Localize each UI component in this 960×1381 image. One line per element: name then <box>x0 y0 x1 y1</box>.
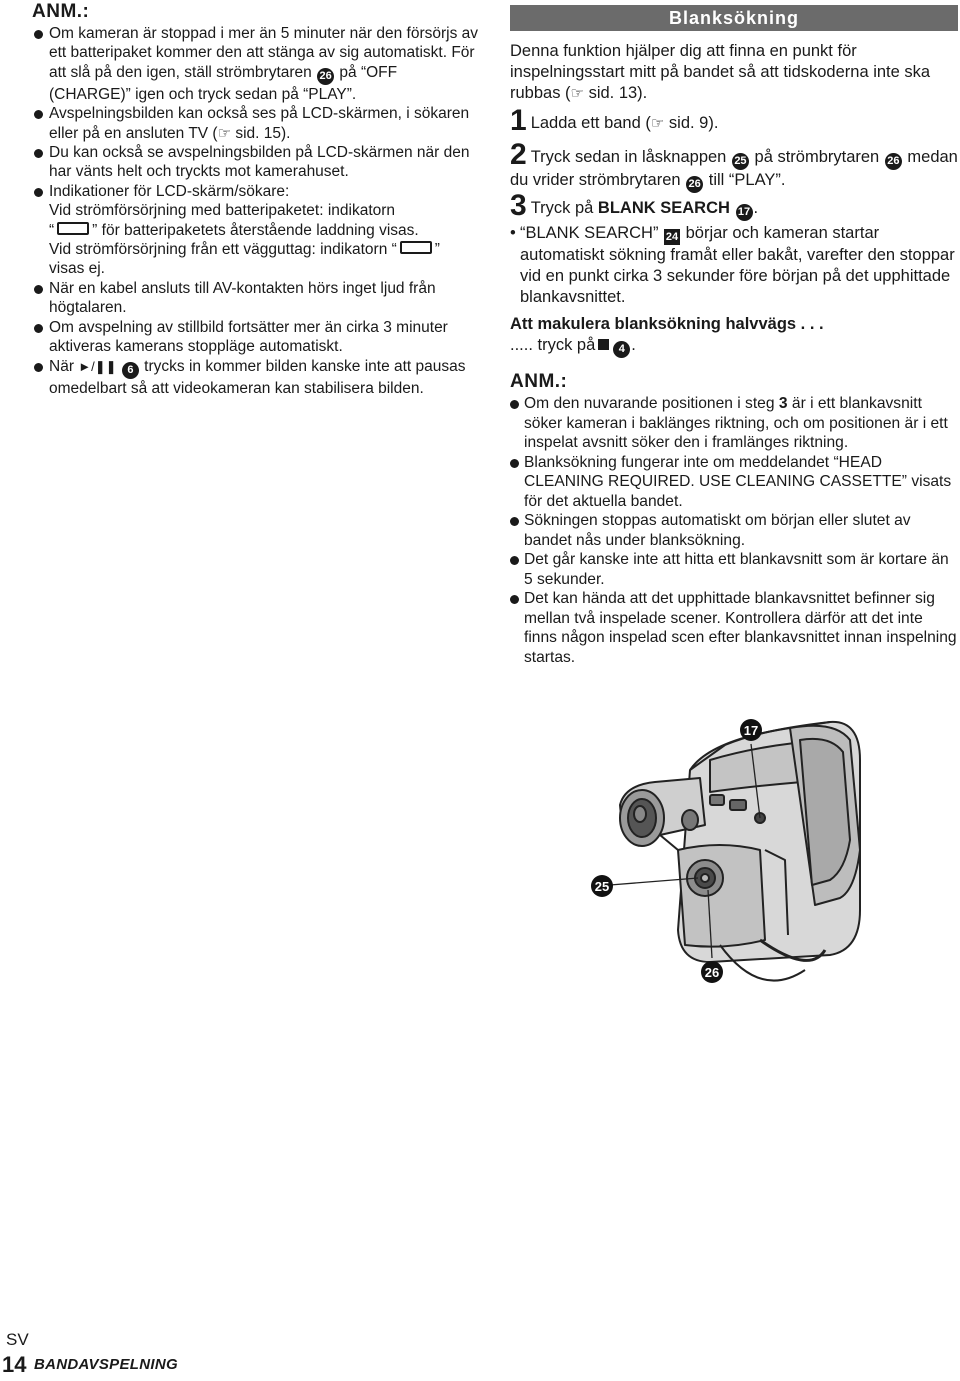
note-item <box>32 318 482 357</box>
step-3: 3 Tryck på BLANK SEARCH 17 . <box>510 189 759 222</box>
button-name: BLANK SEARCH <box>597 199 730 217</box>
ref-marker: 17 <box>736 204 753 221</box>
note-text: Vid strömförsörjning från ett vägguttag: indikatorn “ <box>49 241 397 259</box>
note-text: Om avspelning av stillbild fortsätter mer än cirka 3 minuter aktiveras kamerans stoppläge automatiskt. <box>49 318 448 356</box>
note-text: Vid strömförsörjning med batteripaketet: indikatorn <box>49 202 396 220</box>
ref-marker: 26 <box>317 68 334 85</box>
note-text: När <box>49 357 79 375</box>
ref-marker: 26 <box>885 153 902 170</box>
section-footer-title: BANDAVSPELNING <box>34 1356 178 1373</box>
ref-marker: 26 <box>686 176 703 193</box>
bullet-dot: • <box>510 224 516 242</box>
note-text: på “OFF (CHARGE)” igen och tryck sedan på “PLAY”. <box>49 63 398 103</box>
step-number: 1 <box>510 104 527 137</box>
pointing-hand-icon: ☞ <box>570 85 584 102</box>
callout-label: 26 <box>704 965 720 980</box>
callout-label: 17 <box>743 723 759 738</box>
battery-icon <box>57 222 89 235</box>
battery-icon <box>400 241 432 254</box>
note-item: Om den nuvarande positionen i steg 3 är i ett blankavsnitt söker kameran i baklänges riktning, och om positionen är i ett inspelat avsnitt söker den i framlänges riktning. <box>510 394 958 453</box>
cancel-heading: Att makulera blanksökning halvvägs . . . <box>510 315 824 333</box>
page-number: 14 <box>2 1352 27 1377</box>
play-pause-icon: ►/❚❚ <box>78 358 117 374</box>
note-text: Du kan också se avspelningsbilden på LCD-skärmen när den har vänts helt och tryckts mot kamerahuset. <box>49 144 470 181</box>
notes-heading: ANM.: <box>510 371 568 392</box>
intro-text: Denna funktion hjälper dig att finna en punkt för inspelningsstart mitt på bandet så att tidskoderna inte ska rubbas (☞ sid. 13). <box>510 42 931 102</box>
note-text: ” för batteripaketets återstående laddning visas. <box>92 221 419 239</box>
step-3-detail: • “BLANK SEARCH” 24 börjar och kameran startar automatiskt sökning framåt eller bakåt, varefter den stoppar vid en punkt cirka 3 sekunder före början på det upphittade blankavsnittet. <box>510 224 955 306</box>
ref-marker: 25 <box>732 153 749 170</box>
notes-list <box>510 394 958 667</box>
note-item: Det går kanske inte att hitta ett blankavsnitt som är kortare än 5 sekunder. <box>510 550 958 589</box>
note-item: Blanksökning fungerar inte om meddelandet “HEAD CLEANING REQUIRED. USE CLEANING CASSETTE” visats för det aktuella bandet. <box>510 453 958 512</box>
note-text: När en kabel ansluts till AV-kontakten hörs inget ljud från högtalaren. <box>49 279 436 317</box>
note-text: Om kameran är stoppad i mer än 5 minuter när den försörjs av ett batteripaket kommer den att stänga av sig automatiskt. För att slå på den igen, ställ strömbrytaren <box>49 25 479 81</box>
note-item: Sökningen stoppas automatiskt om början eller slutet av bandet nås under blanksökning. <box>510 511 958 550</box>
pointing-hand-icon: ☞ <box>650 115 665 132</box>
left-column <box>32 0 482 398</box>
ref-marker: 6 <box>122 362 139 379</box>
notes-list <box>32 24 482 398</box>
pointing-hand-icon: ☞ <box>217 124 232 142</box>
ref-marker: 4 <box>613 341 630 358</box>
note-item <box>32 279 482 318</box>
note-item <box>32 24 482 104</box>
camcorder-illustration <box>560 700 960 1040</box>
note-item <box>32 182 482 279</box>
step-2: 2 Tryck sedan in låsknappen 25 på strömbrytaren 26 medan du vrider strömbrytaren 26 till “PLAY”. <box>510 144 958 193</box>
cancel-instruction: ..... tryck på 4 . <box>510 335 636 358</box>
note-item <box>32 143 482 182</box>
note-text: sid. 15). <box>231 124 291 142</box>
step-number: 2 <box>510 138 527 171</box>
quote-mark: “ <box>49 221 55 239</box>
note-item: Det kan hända att det upphittade blankavsnittet befinner sig mellan två inspelade scener. Kontrollera därför att det inte finns någon inspelad scen efter blankavsnittet innan inspelning startas. <box>510 589 958 667</box>
note-text: ” <box>434 241 440 259</box>
note-text: visas ej. <box>49 260 105 278</box>
ref-marker-square: 24 <box>665 231 679 243</box>
note-text: Avspelningsbilden kan också ses på LCD-skärmen, i sökaren eller på en ansluten TV ( <box>49 105 470 142</box>
note-text: trycks in kommer bilden kanske inte att pausas omedelbart så att videokameran kan stabilisera bilden. <box>49 357 466 397</box>
note-item <box>32 357 482 398</box>
note-item <box>32 104 482 143</box>
step-1: 1 Ladda ett band (☞ sid. 9). <box>510 104 719 137</box>
callout-label: 25 <box>594 879 610 894</box>
notes-heading: ANM.: <box>32 1 90 22</box>
step-number: 3 <box>510 189 527 222</box>
stop-icon <box>598 339 609 350</box>
section-title: Blanksökning <box>510 5 958 31</box>
language-code: SV <box>6 1330 29 1349</box>
note-text: Indikationer för LCD-skärm/sökare: <box>49 182 290 200</box>
